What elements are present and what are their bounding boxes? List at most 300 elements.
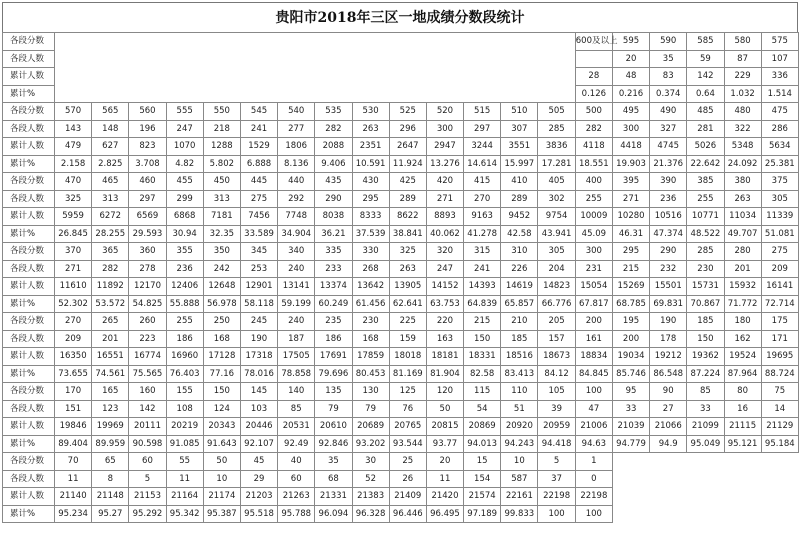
table-cell: 94.63 <box>575 435 612 453</box>
table-cell: 525 <box>389 103 426 121</box>
table-cell: 455 <box>166 173 203 191</box>
table-cell: 230 <box>687 260 724 278</box>
table-cell: 18.551 <box>575 155 612 173</box>
table-cell: 400 <box>575 173 612 191</box>
table-cell: 289 <box>501 190 538 208</box>
table-cell: 21006 <box>575 418 612 436</box>
table-cell: 229 <box>724 68 761 86</box>
row-label: 累计% <box>3 85 55 103</box>
table-cell: 14619 <box>501 278 538 296</box>
table-cell: 585 <box>687 33 724 51</box>
table-row <box>3 243 799 261</box>
table-cell: 600及以上 <box>575 33 612 51</box>
table-cell: 73.655 <box>55 365 92 383</box>
table-cell: 40 <box>278 453 315 471</box>
table-cell: 12406 <box>166 278 203 296</box>
table-cell: 19212 <box>650 348 687 366</box>
table-row <box>3 278 799 296</box>
empty-area <box>612 453 798 471</box>
table-cell: 430 <box>352 173 389 191</box>
table-cell: 18834 <box>575 348 612 366</box>
table-cell: 1.514 <box>761 85 798 103</box>
table-cell: 250 <box>203 313 240 331</box>
row-label: 累计% <box>3 295 55 313</box>
table-cell: 21331 <box>315 488 352 506</box>
table-cell: 68.785 <box>612 295 649 313</box>
table-cell: 2.158 <box>55 155 92 173</box>
table-cell: 24.092 <box>724 155 761 173</box>
table-cell: 13642 <box>352 278 389 296</box>
table-cell: 38.841 <box>389 225 426 243</box>
table-cell: 3551 <box>501 138 538 156</box>
table-cell: 340 <box>278 243 315 261</box>
table-cell: 5634 <box>761 138 798 156</box>
row-label: 各段分数 <box>3 313 55 331</box>
table-cell: 270 <box>464 190 501 208</box>
table-cell: 218 <box>203 120 240 138</box>
table-cell: 29.593 <box>129 225 166 243</box>
table-cell: 51 <box>501 400 538 418</box>
table-cell: 575 <box>761 33 798 51</box>
table-cell: 550 <box>203 103 240 121</box>
table-cell: 210 <box>501 313 538 331</box>
table-cell: 263 <box>389 260 426 278</box>
table-cell: 18516 <box>501 348 538 366</box>
table-cell: 3244 <box>464 138 501 156</box>
table-cell: 16774 <box>129 348 166 366</box>
table-row <box>3 330 799 348</box>
table-cell: 95.184 <box>761 435 798 453</box>
row-label: 累计% <box>3 435 55 453</box>
empty-span-cell <box>55 33 576 103</box>
table-cell: 69.831 <box>650 295 687 313</box>
table-cell: 83 <box>650 68 687 86</box>
table-cell: 545 <box>240 103 277 121</box>
table-row <box>3 208 799 226</box>
table-cell: 175 <box>761 313 798 331</box>
table-cell: 2647 <box>389 138 426 156</box>
table-cell: 95.121 <box>724 435 761 453</box>
table-cell: 157 <box>538 330 575 348</box>
table-cell: 12901 <box>240 278 277 296</box>
table-cell: 375 <box>761 173 798 191</box>
table-cell: 21039 <box>612 418 649 436</box>
table-cell: 39 <box>538 400 575 418</box>
table-cell: 162 <box>724 330 761 348</box>
table-cell: 500 <box>575 103 612 121</box>
table-cell: 18018 <box>389 348 426 366</box>
table-cell: 95.049 <box>687 435 724 453</box>
table-cell: 19524 <box>724 348 761 366</box>
table-cell: 327 <box>650 120 687 138</box>
table-cell: 76 <box>389 400 426 418</box>
row-label: 累计人数 <box>3 68 55 86</box>
table-cell: 92.107 <box>240 435 277 453</box>
row-label: 累计人数 <box>3 348 55 366</box>
table-cell: 3.708 <box>129 155 166 173</box>
table-cell: 178 <box>650 330 687 348</box>
table-cell: 20815 <box>426 418 463 436</box>
table-cell: 823 <box>129 138 166 156</box>
table-cell: 80 <box>724 383 761 401</box>
table-cell: 140 <box>278 383 315 401</box>
row-label: 累计人数 <box>3 278 55 296</box>
table-row <box>3 383 799 401</box>
table-cell: 2088 <box>315 138 352 156</box>
table-cell: 253 <box>240 260 277 278</box>
table-cell: 336 <box>761 68 798 86</box>
table-cell: 255 <box>166 313 203 331</box>
table-cell: 21174 <box>203 488 240 506</box>
table-cell: 143 <box>55 120 92 138</box>
table-row <box>3 295 799 313</box>
table-cell: 410 <box>501 173 538 191</box>
table-cell: 78.016 <box>240 365 277 383</box>
table-cell: 295 <box>612 243 649 261</box>
table-cell: 6868 <box>166 208 203 226</box>
table-cell: 62.641 <box>389 295 426 313</box>
table-cell: 475 <box>761 103 798 121</box>
table-cell: 93.202 <box>352 435 389 453</box>
table-cell: 95.292 <box>129 505 166 523</box>
table-cell: 21164 <box>166 488 203 506</box>
table-cell: 360 <box>129 243 166 261</box>
table-cell: 505 <box>538 103 575 121</box>
table-cell: 16 <box>724 400 761 418</box>
table-cell: 16350 <box>55 348 92 366</box>
table-cell: 515 <box>464 103 501 121</box>
table-cell: 395 <box>612 173 649 191</box>
table-cell: 18673 <box>538 348 575 366</box>
table-cell: 570 <box>55 103 92 121</box>
table-cell: 21115 <box>724 418 761 436</box>
table-cell: 305 <box>761 190 798 208</box>
table-cell: 4118 <box>575 138 612 156</box>
table-cell: 99.833 <box>501 505 538 523</box>
table-cell: 85 <box>687 383 724 401</box>
row-label: 各段分数 <box>3 383 55 401</box>
table-cell: 94.779 <box>612 435 649 453</box>
table-cell: 125 <box>389 383 426 401</box>
table-cell: 21409 <box>389 488 426 506</box>
table-cell: 435 <box>315 173 352 191</box>
table-cell: 100 <box>575 505 612 523</box>
row-label: 累计人数 <box>3 488 55 506</box>
table-cell: 355 <box>166 243 203 261</box>
table-cell: 7748 <box>278 208 315 226</box>
table-cell: 5 <box>538 453 575 471</box>
table-cell: 148 <box>92 120 129 138</box>
row-label: 各段人数 <box>3 190 55 208</box>
table-cell: 185 <box>501 330 538 348</box>
table-cell: 154 <box>464 470 501 488</box>
table-cell: 0.126 <box>575 85 612 103</box>
table-cell: 20219 <box>166 418 203 436</box>
table-row <box>3 103 799 121</box>
table-cell: 225 <box>389 313 426 331</box>
table-cell: 142 <box>687 68 724 86</box>
table-cell: 79 <box>352 400 389 418</box>
table-cell: 66.776 <box>538 295 575 313</box>
table-cell: 185 <box>687 313 724 331</box>
table-cell: 26 <box>389 470 426 488</box>
table-cell: 21129 <box>761 418 798 436</box>
table-cell: 35 <box>315 453 352 471</box>
table-cell: 310 <box>501 243 538 261</box>
table-cell: 85 <box>278 400 315 418</box>
table-cell: 587 <box>501 470 538 488</box>
table-cell: 15269 <box>612 278 649 296</box>
table-cell: 255 <box>687 190 724 208</box>
table-cell: 271 <box>612 190 649 208</box>
table-row <box>3 190 799 208</box>
table-cell: 271 <box>55 260 92 278</box>
row-label: 累计人数 <box>3 418 55 436</box>
table-cell: 21203 <box>240 488 277 506</box>
table-cell: 460 <box>129 173 166 191</box>
table-cell: 365 <box>92 243 129 261</box>
table-row <box>3 470 799 488</box>
table-cell: 87.224 <box>687 365 724 383</box>
table-cell: 15054 <box>575 278 612 296</box>
table-cell: 22161 <box>501 488 538 506</box>
table-cell: 19846 <box>55 418 92 436</box>
table-cell: 54 <box>464 400 501 418</box>
table-cell: 95.27 <box>92 505 129 523</box>
table-cell: 242 <box>203 260 240 278</box>
table-cell <box>575 50 612 68</box>
table-row <box>3 400 799 418</box>
table-cell: 325 <box>55 190 92 208</box>
table-cell: 95 <box>612 383 649 401</box>
table-cell: 14 <box>761 400 798 418</box>
table-cell: 8893 <box>426 208 463 226</box>
table-cell: 22198 <box>575 488 612 506</box>
table-cell: 145 <box>240 383 277 401</box>
table-cell: 5026 <box>687 138 724 156</box>
table-cell: 9.406 <box>315 155 352 173</box>
table-cell: 89.959 <box>92 435 129 453</box>
table-cell: 85.746 <box>612 365 649 383</box>
table-cell: 4.82 <box>166 155 203 173</box>
table-cell: 21574 <box>464 488 501 506</box>
table-cell: 11339 <box>761 208 798 226</box>
table-cell: 48 <box>612 68 649 86</box>
table-cell: 370 <box>55 243 92 261</box>
table-cell: 9452 <box>501 208 538 226</box>
table-cell: 165 <box>92 383 129 401</box>
table-cell: 560 <box>129 103 166 121</box>
table-cell: 78.858 <box>278 365 315 383</box>
table-cell: 10516 <box>650 208 687 226</box>
table-cell: 280 <box>724 243 761 261</box>
table-cell: 200 <box>575 313 612 331</box>
table-cell: 75.565 <box>129 365 166 383</box>
table-cell: 186 <box>166 330 203 348</box>
row-label: 各段分数 <box>3 243 55 261</box>
table-cell: 11 <box>55 470 92 488</box>
table-cell: 79 <box>315 400 352 418</box>
table-cell: 296 <box>389 120 426 138</box>
table-cell: 47.374 <box>650 225 687 243</box>
table-cell: 215 <box>464 313 501 331</box>
table-row <box>3 488 799 506</box>
table-cell: 110 <box>501 383 538 401</box>
table-cell: 22198 <box>538 488 575 506</box>
table-cell: 6.888 <box>240 155 277 173</box>
table-cell: 151 <box>55 400 92 418</box>
table-cell: 1.032 <box>724 85 761 103</box>
table-cell: 0.374 <box>650 85 687 103</box>
table-cell: 21383 <box>352 488 389 506</box>
score-distribution-table <box>2 32 799 523</box>
table-cell: 11.924 <box>389 155 426 173</box>
table-cell: 235 <box>315 313 352 331</box>
table-row <box>3 348 799 366</box>
row-label: 累计% <box>3 155 55 173</box>
table-cell: 445 <box>240 173 277 191</box>
table-cell: 535 <box>315 103 352 121</box>
table-cell: 83.413 <box>501 365 538 383</box>
table-cell: 95.518 <box>240 505 277 523</box>
table-cell: 11892 <box>92 278 129 296</box>
table-cell: 33.589 <box>240 225 277 243</box>
table-cell: 52.302 <box>55 295 92 313</box>
table-cell: 170 <box>55 383 92 401</box>
table-cell: 278 <box>129 260 166 278</box>
table-cell: 205 <box>538 313 575 331</box>
table-cell: 17505 <box>278 348 315 366</box>
table-cell: 61.456 <box>352 295 389 313</box>
table-cell: 3836 <box>538 138 575 156</box>
row-label: 累计% <box>3 225 55 243</box>
table-cell: 13.276 <box>426 155 463 173</box>
table-cell: 330 <box>352 243 389 261</box>
table-cell: 14152 <box>426 278 463 296</box>
table-cell: 100 <box>575 383 612 401</box>
table-cell: 292 <box>278 190 315 208</box>
table-cell: 201 <box>724 260 761 278</box>
table-cell: 67.817 <box>575 295 612 313</box>
table-cell: 163 <box>426 330 463 348</box>
table-cell: 425 <box>389 173 426 191</box>
table-cell: 65 <box>92 453 129 471</box>
table-cell: 11034 <box>724 208 761 226</box>
table-cell: 135 <box>315 383 352 401</box>
table-cell: 20610 <box>315 418 352 436</box>
table-cell: 70 <box>55 453 92 471</box>
table-cell: 14.614 <box>464 155 501 173</box>
table-cell: 115 <box>464 383 501 401</box>
table-cell: 92.49 <box>278 435 315 453</box>
table-cell: 70.867 <box>687 295 724 313</box>
table-cell: 34.904 <box>278 225 315 243</box>
table-cell: 60 <box>278 470 315 488</box>
table-cell: 20765 <box>389 418 426 436</box>
table-cell: 18181 <box>426 348 463 366</box>
table-row <box>3 365 799 383</box>
table-row <box>3 260 799 278</box>
table-cell: 94.9 <box>650 435 687 453</box>
table-cell: 187 <box>278 330 315 348</box>
table-cell: 108 <box>166 400 203 418</box>
table-cell: 130 <box>352 383 389 401</box>
table-cell: 51.081 <box>761 225 798 243</box>
table-cell: 19034 <box>612 348 649 366</box>
table-cell: 479 <box>55 138 92 156</box>
table-cell: 15501 <box>650 278 687 296</box>
table-cell: 241 <box>240 120 277 138</box>
table-cell: 10009 <box>575 208 612 226</box>
table-cell: 171 <box>761 330 798 348</box>
table-cell: 150 <box>464 330 501 348</box>
table-cell: 150 <box>687 330 724 348</box>
table-cell: 80.453 <box>352 365 389 383</box>
table-cell: 2.825 <box>92 155 129 173</box>
table-cell: 415 <box>464 173 501 191</box>
table-cell: 285 <box>538 120 575 138</box>
table-cell: 95.342 <box>166 505 203 523</box>
table-cell: 200 <box>612 330 649 348</box>
table-cell: 231 <box>575 260 612 278</box>
table-cell: 68 <box>315 470 352 488</box>
table-cell: 195 <box>612 313 649 331</box>
table-cell: 335 <box>315 243 352 261</box>
table-cell: 260 <box>129 313 166 331</box>
table-cell: 297 <box>129 190 166 208</box>
table-cell: 97.189 <box>464 505 501 523</box>
table-cell: 236 <box>166 260 203 278</box>
table-cell: 86.548 <box>650 365 687 383</box>
table-cell: 100 <box>538 505 575 523</box>
table-cell: 271 <box>426 190 463 208</box>
table-row <box>3 33 799 51</box>
table-cell: 215 <box>612 260 649 278</box>
empty-area <box>612 505 798 523</box>
table-cell: 63.753 <box>426 295 463 313</box>
table-cell: 84.845 <box>575 365 612 383</box>
table-cell: 232 <box>650 260 687 278</box>
table-cell: 21153 <box>129 488 166 506</box>
table-cell: 20920 <box>501 418 538 436</box>
table-cell: 17128 <box>203 348 240 366</box>
table-cell: 275 <box>761 243 798 261</box>
table-cell: 46.31 <box>612 225 649 243</box>
table-cell: 95.387 <box>203 505 240 523</box>
empty-area <box>612 470 798 488</box>
table-cell: 20 <box>612 50 649 68</box>
table-cell: 1 <box>575 453 612 471</box>
table-cell: 77.16 <box>203 365 240 383</box>
table-cell: 107 <box>761 50 798 68</box>
table-cell: 13141 <box>278 278 315 296</box>
table-cell: 142 <box>129 400 166 418</box>
table-cell: 10 <box>203 470 240 488</box>
table-cell: 64.839 <box>464 295 501 313</box>
table-cell: 159 <box>389 330 426 348</box>
table-cell: 11610 <box>55 278 92 296</box>
table-cell: 2351 <box>352 138 389 156</box>
table-cell: 20869 <box>464 418 501 436</box>
table-cell: 45 <box>240 453 277 471</box>
table-cell: 87 <box>724 50 761 68</box>
table-cell: 282 <box>315 120 352 138</box>
table-cell: 27 <box>650 400 687 418</box>
table-cell: 6569 <box>129 208 166 226</box>
table-cell: 65.857 <box>501 295 538 313</box>
table-cell: 247 <box>166 120 203 138</box>
table-cell: 307 <box>501 120 538 138</box>
